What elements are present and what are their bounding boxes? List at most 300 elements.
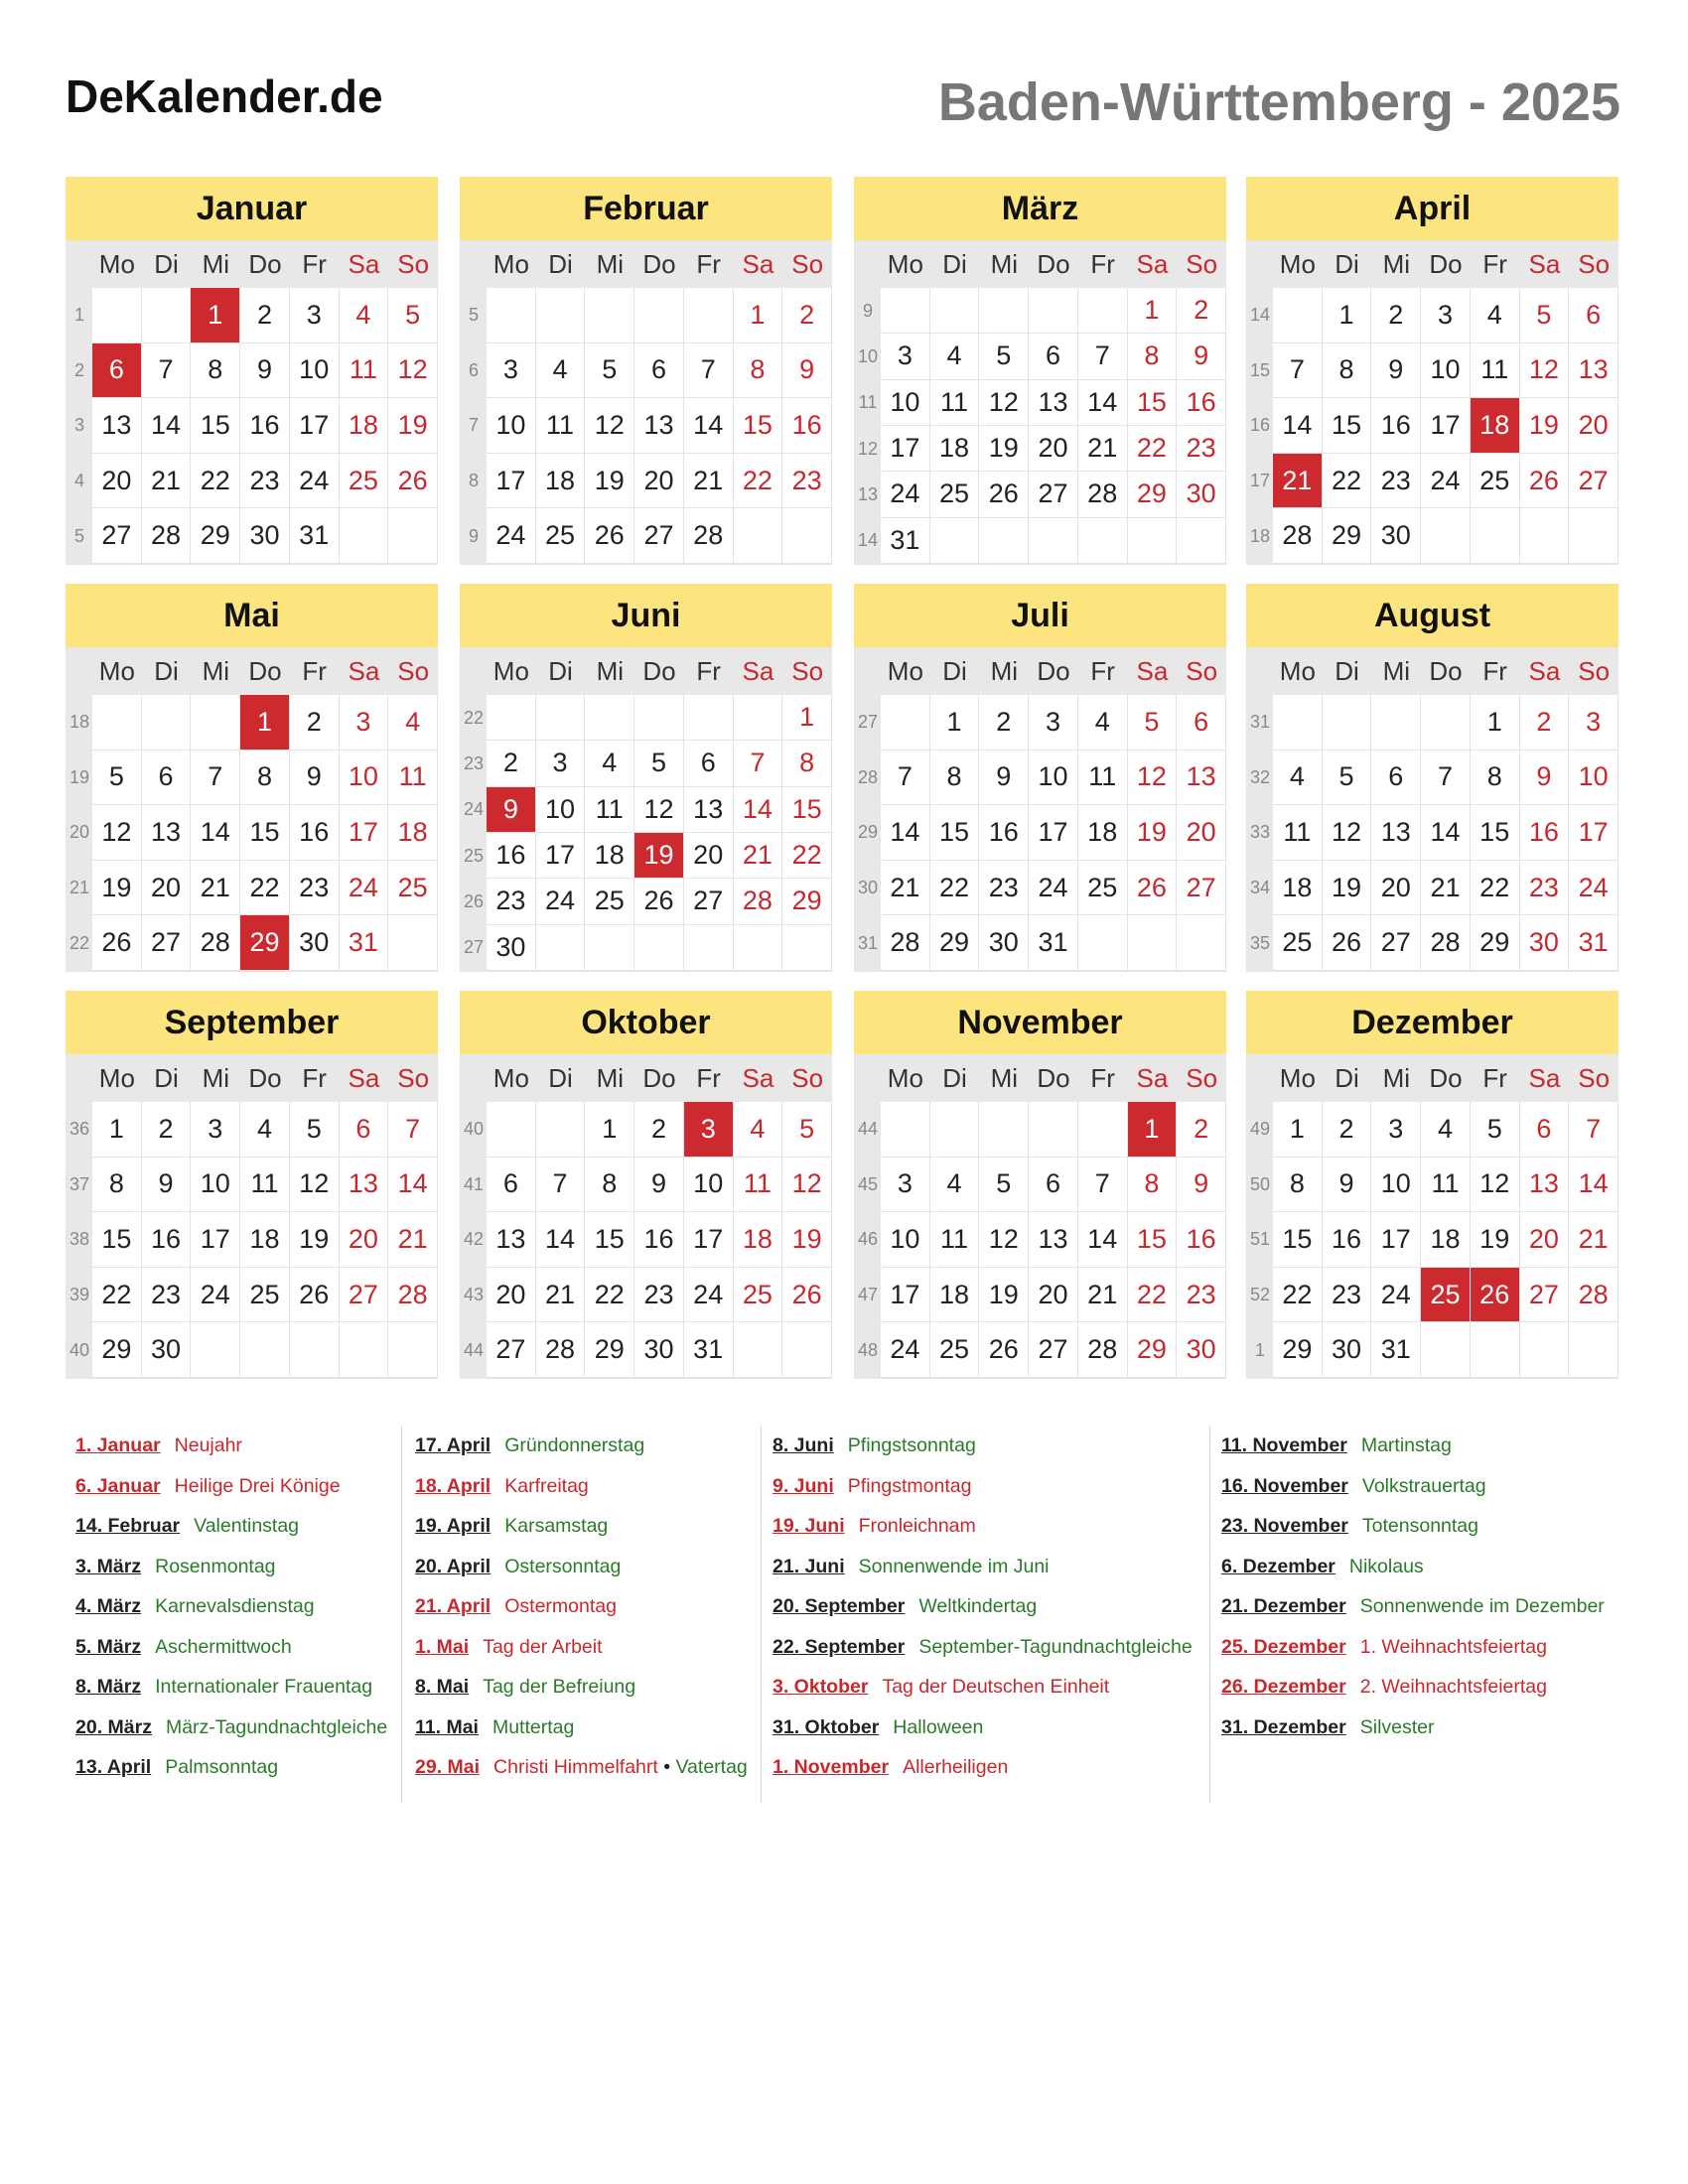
day-cell: 2 — [290, 695, 340, 751]
legend-entry — [415, 1506, 748, 1547]
day-cell: 1 — [1128, 288, 1178, 334]
week-number-header — [855, 647, 881, 695]
day-cell: 17 — [191, 1212, 240, 1268]
day-cell: 29 — [782, 879, 832, 924]
legend-date: 19. Juni — [773, 1515, 845, 1537]
legend-holiday-label: Weltkindertag — [918, 1595, 1038, 1617]
legend-entry — [1221, 1506, 1605, 1547]
empty-day-cell — [782, 508, 832, 564]
week-number: 9 — [855, 288, 881, 334]
empty-day-cell — [290, 1322, 340, 1378]
day-cell: 14 — [684, 398, 734, 454]
day-cell: 9 — [1371, 343, 1421, 399]
legend-date: 8. Mai — [415, 1676, 470, 1698]
legend-date: 4. März — [75, 1595, 142, 1617]
day-cell: 16 — [634, 1212, 684, 1268]
day-cell: 9 — [634, 1158, 684, 1213]
day-cell: 28 — [1569, 1268, 1618, 1323]
day-cell: 2 — [782, 288, 832, 343]
week-number: 5 — [67, 508, 92, 564]
day-cell: 8 — [930, 751, 980, 806]
week-number: 10 — [855, 334, 881, 379]
day-cell: 30 — [634, 1322, 684, 1378]
legend-date: 3. März — [75, 1555, 142, 1577]
legend-date: 8. Juni — [773, 1434, 834, 1456]
legend-entry — [1221, 1586, 1605, 1627]
day-cell: 24 — [684, 1268, 734, 1323]
day-cell: 12 — [979, 1212, 1029, 1268]
day-cell: 22 — [734, 454, 783, 509]
day-cell: 13 — [684, 787, 734, 833]
weekday-header: Sa — [734, 1054, 783, 1102]
week-number: 50 — [1247, 1158, 1273, 1213]
month-oktober — [460, 991, 832, 1378]
day-cell: 2 — [1323, 1102, 1372, 1158]
day-cell: 29 — [191, 508, 240, 564]
day-cell: 26 — [585, 508, 634, 564]
legend-entry — [1221, 1707, 1605, 1748]
day-cell: 11 — [240, 1158, 290, 1213]
day-cell: 23 — [1520, 861, 1570, 916]
day-cell: 4 — [388, 695, 438, 751]
day-cell: 4 — [1471, 288, 1520, 343]
day-cell: 28 — [142, 508, 192, 564]
day-cell: 19 — [388, 398, 438, 454]
day-cell: 24 — [487, 508, 536, 564]
day-cell: 12 — [1520, 343, 1570, 399]
legend-holiday-name — [848, 1466, 972, 1507]
legend-divider — [1209, 1426, 1210, 1803]
day-cell: 5 — [1128, 695, 1178, 751]
weekday-header: Di — [930, 647, 980, 695]
day-cell: 22 — [782, 833, 832, 879]
day-cell: 10 — [191, 1158, 240, 1213]
empty-day-cell — [734, 925, 783, 971]
day-cell: 3 — [290, 288, 340, 343]
legend-holiday-label: Silvester — [1359, 1715, 1435, 1738]
day-cell: 11 — [930, 1212, 980, 1268]
day-cell: 18 — [930, 1268, 980, 1323]
weekday-header: Mi — [585, 240, 634, 288]
legend-holiday-name — [504, 1547, 621, 1587]
weekday-header: Mo — [881, 647, 930, 695]
weekday-header: Fr — [684, 240, 734, 288]
day-cell: 8 — [240, 751, 290, 806]
legend-holiday-label: Karsamstag — [504, 1515, 609, 1537]
day-cell: 7 — [142, 343, 192, 399]
day-cell: 17 — [1029, 805, 1078, 861]
legend-holiday-name — [918, 1586, 1037, 1627]
day-cell: 7 — [1078, 1158, 1128, 1213]
weekday-header: Sa — [1520, 1054, 1570, 1102]
week-number: 16 — [1247, 398, 1273, 454]
legend-date: 16. November — [1221, 1474, 1348, 1497]
day-cell: 4 — [1421, 1102, 1471, 1158]
day-cell: 7 — [1078, 334, 1128, 379]
day-cell: 15 — [1128, 380, 1178, 426]
empty-day-cell — [1078, 915, 1128, 971]
legend-holiday-name — [1360, 1586, 1605, 1627]
day-cell: 10 — [881, 380, 930, 426]
day-cell: 28 — [734, 879, 783, 924]
day-cell: 11 — [388, 751, 438, 806]
empty-day-cell — [92, 288, 142, 343]
week-number: 27 — [461, 925, 487, 971]
empty-day-cell — [142, 695, 192, 751]
legend-holiday-name — [504, 1586, 617, 1627]
week-number: 47 — [855, 1268, 881, 1323]
legend-date: 5. März — [75, 1635, 142, 1658]
day-cell: 8 — [585, 1158, 634, 1213]
legend-holiday-label: Sonnenwende im Dezember — [1359, 1595, 1605, 1617]
day-cell: 12 — [388, 343, 438, 399]
day-cell: 26 — [92, 915, 142, 971]
day-cell: 12 — [92, 805, 142, 861]
day-cell: 4 — [930, 1158, 980, 1213]
day-cell: 11 — [930, 380, 980, 426]
day-cell: 12 — [1323, 805, 1372, 861]
legend-separator: • — [663, 1756, 671, 1778]
legend-holiday-name — [504, 1466, 589, 1507]
day-cell: 13 — [634, 398, 684, 454]
day-cell: 13 — [340, 1158, 389, 1213]
week-number-header — [1247, 647, 1273, 695]
day-cell: 24 — [1029, 861, 1078, 916]
legend-holiday-name — [492, 1707, 574, 1748]
day-cell: 16 — [240, 398, 290, 454]
legend-date: 20. September — [773, 1595, 906, 1617]
day-cell: 5 — [290, 1102, 340, 1158]
empty-day-cell — [1569, 1322, 1618, 1378]
day-cell: 11 — [1421, 1158, 1471, 1213]
empty-day-cell — [979, 288, 1029, 334]
month-september — [66, 991, 438, 1378]
weekday-header: Do — [240, 647, 290, 695]
empty-day-cell — [536, 925, 586, 971]
day-cell: 6 — [1371, 751, 1421, 806]
day-cell: 30 — [142, 1322, 192, 1378]
legend-holiday-label: Palmsonntag — [165, 1756, 279, 1778]
day-cell: 21 — [191, 861, 240, 916]
day-cell: 16 — [1371, 398, 1421, 454]
week-number: 31 — [1247, 695, 1273, 751]
day-cell: 19 — [290, 1212, 340, 1268]
legend-holiday-name — [859, 1547, 1050, 1587]
weekday-header: Do — [1029, 647, 1078, 695]
weekday-header: Mi — [1371, 647, 1421, 695]
day-cell: 3 — [881, 334, 930, 379]
weekday-header: So — [782, 240, 832, 288]
weekday-header: Do — [240, 240, 290, 288]
weekday-header: So — [1177, 647, 1226, 695]
weekday-header: Do — [1029, 240, 1078, 288]
day-cell: 22 — [1471, 861, 1520, 916]
day-cell: 10 — [1371, 1158, 1421, 1213]
legend-date: 29. Mai — [415, 1756, 481, 1778]
week-number-header — [67, 240, 92, 288]
month-title: November — [854, 991, 1226, 1054]
day-cell: 30 — [1177, 1322, 1226, 1378]
empty-day-cell — [487, 695, 536, 741]
legend-holiday-label: Tag der Arbeit — [483, 1635, 603, 1658]
day-cell: 1 — [585, 1102, 634, 1158]
legend-date: 1. Januar — [75, 1434, 161, 1456]
day-cell: 10 — [340, 751, 389, 806]
day-cell: 1 — [1471, 695, 1520, 751]
weekday-header: Fr — [684, 1054, 734, 1102]
day-cell: 31 — [1371, 1322, 1421, 1378]
holiday-day-cell: 6 — [92, 343, 142, 399]
empty-day-cell — [1520, 508, 1570, 564]
weekday-header: Mo — [881, 1054, 930, 1102]
legend-divider — [401, 1426, 402, 1803]
day-cell: 15 — [191, 398, 240, 454]
weekday-header: Fr — [1471, 1054, 1520, 1102]
legend-entry — [75, 1586, 387, 1627]
legend-holiday-label: 1. Weihnachtsfeiertag — [1359, 1635, 1547, 1658]
weekday-header: Sa — [1520, 647, 1570, 695]
empty-day-cell — [930, 518, 980, 564]
month-title: September — [66, 991, 438, 1054]
day-cell: 5 — [634, 741, 684, 786]
legend-entry — [773, 1667, 1193, 1707]
legend-holiday-label: Valentinstag — [194, 1515, 300, 1537]
day-cell: 7 — [191, 751, 240, 806]
month-februar — [460, 177, 832, 564]
day-cell: 3 — [1569, 695, 1618, 751]
day-cell: 16 — [782, 398, 832, 454]
legend-holiday-name — [155, 1667, 372, 1707]
day-cell: 22 — [240, 861, 290, 916]
week-number: 15 — [1247, 343, 1273, 399]
legend-date: 9. Juni — [773, 1474, 834, 1497]
week-number: 12 — [855, 426, 881, 472]
legend-entry — [75, 1547, 387, 1587]
day-cell: 16 — [979, 805, 1029, 861]
legend-date: 17. April — [415, 1434, 492, 1456]
empty-day-cell — [1520, 1322, 1570, 1378]
day-cell: 28 — [536, 1322, 586, 1378]
day-cell: 20 — [1029, 1268, 1078, 1323]
week-number: 18 — [1247, 508, 1273, 564]
month-januar — [66, 177, 438, 564]
empty-day-cell — [734, 1322, 783, 1378]
legend-holiday-name — [1362, 1506, 1478, 1547]
day-cell: 4 — [240, 1102, 290, 1158]
day-cell: 19 — [1520, 398, 1570, 454]
day-cell: 12 — [979, 380, 1029, 426]
empty-day-cell — [1421, 508, 1471, 564]
empty-day-cell — [634, 695, 684, 741]
empty-day-cell — [142, 288, 192, 343]
day-cell: 11 — [734, 1158, 783, 1213]
day-cell: 26 — [1520, 454, 1570, 509]
legend-date: 1. Mai — [415, 1635, 470, 1658]
day-cell: 6 — [684, 741, 734, 786]
day-cell: 24 — [536, 879, 586, 924]
legend-holiday-name — [848, 1426, 976, 1466]
empty-day-cell — [1421, 695, 1471, 751]
day-cell: 27 — [340, 1268, 389, 1323]
weekday-header: Fr — [684, 647, 734, 695]
legend-date: 20. März — [75, 1715, 152, 1738]
week-number: 45 — [855, 1158, 881, 1213]
day-cell: 8 — [1273, 1158, 1323, 1213]
day-cell: 16 — [1177, 380, 1226, 426]
week-number: 4 — [67, 454, 92, 509]
day-cell: 2 — [1371, 288, 1421, 343]
day-cell: 30 — [487, 925, 536, 971]
weekday-header: Do — [1421, 1054, 1471, 1102]
week-number: 42 — [461, 1212, 487, 1268]
legend-entry — [1221, 1466, 1605, 1507]
month-days-grid — [460, 647, 832, 972]
day-cell: 2 — [1177, 1102, 1226, 1158]
weekday-header: Fr — [1471, 240, 1520, 288]
holiday-day-cell: 21 — [1273, 454, 1323, 509]
empty-day-cell — [340, 508, 389, 564]
day-cell: 25 — [1273, 915, 1323, 971]
day-cell: 8 — [1128, 334, 1178, 379]
week-number: 25 — [461, 833, 487, 879]
week-number: 44 — [461, 1322, 487, 1378]
week-number: 33 — [1247, 805, 1273, 861]
legend-holiday-label: Karnevalsdienstag — [155, 1595, 315, 1617]
day-cell: 22 — [1273, 1268, 1323, 1323]
week-number: 34 — [1247, 861, 1273, 916]
day-cell: 25 — [930, 472, 980, 517]
day-cell: 6 — [1029, 334, 1078, 379]
weekday-header: Fr — [1078, 647, 1128, 695]
day-cell: 12 — [782, 1158, 832, 1213]
month-juli — [854, 584, 1226, 971]
legend-entry — [773, 1707, 1193, 1748]
legend-date: 21. April — [415, 1595, 492, 1617]
legend-entry — [415, 1547, 748, 1587]
day-cell: 10 — [487, 398, 536, 454]
weekday-header: Mi — [979, 240, 1029, 288]
day-cell: 21 — [1078, 426, 1128, 472]
weekday-header: Do — [1421, 240, 1471, 288]
day-cell: 24 — [191, 1268, 240, 1323]
legend-holiday-name — [194, 1506, 299, 1547]
legend-holiday-label: Karfreitag — [504, 1474, 589, 1497]
day-cell: 19 — [1471, 1212, 1520, 1268]
day-cell: 1 — [734, 288, 783, 343]
day-cell: 27 — [1029, 1322, 1078, 1378]
legend-date: 18. April — [415, 1474, 492, 1497]
day-cell: 19 — [979, 426, 1029, 472]
day-cell: 9 — [142, 1158, 192, 1213]
day-cell: 16 — [1323, 1212, 1372, 1268]
empty-day-cell — [536, 288, 586, 343]
day-cell: 28 — [1078, 1322, 1128, 1378]
day-cell: 6 — [340, 1102, 389, 1158]
holiday-legend — [66, 1426, 1626, 1813]
legend-holiday-label: Nikolaus — [1348, 1555, 1424, 1577]
legend-holiday-label: Volkstrauertag — [1361, 1474, 1486, 1497]
legend-entry — [773, 1466, 1193, 1507]
empty-day-cell — [782, 925, 832, 971]
month-days-grid — [1246, 240, 1618, 565]
legend-entry — [1221, 1667, 1605, 1707]
holiday-day-cell: 18 — [1471, 398, 1520, 454]
day-cell: 15 — [1323, 398, 1372, 454]
legend-holiday-name — [155, 1547, 275, 1587]
month-days-grid — [460, 1054, 832, 1379]
weekday-header: So — [388, 1054, 438, 1102]
empty-day-cell — [388, 915, 438, 971]
day-cell: 27 — [634, 508, 684, 564]
legend-holiday-label: Tag der Befreiung — [483, 1676, 636, 1698]
weekday-header: Mi — [585, 1054, 634, 1102]
empty-day-cell — [585, 695, 634, 741]
empty-day-cell — [684, 288, 734, 343]
weekday-header: Sa — [340, 1054, 389, 1102]
day-cell: 9 — [979, 751, 1029, 806]
week-number: 40 — [461, 1102, 487, 1158]
day-cell: 19 — [92, 861, 142, 916]
day-cell: 29 — [1471, 915, 1520, 971]
legend-holiday-label: Fronleichnam — [858, 1515, 976, 1537]
weekday-header: Fr — [290, 240, 340, 288]
day-cell: 10 — [684, 1158, 734, 1213]
day-cell: 25 — [1078, 861, 1128, 916]
legend-entry — [1221, 1426, 1605, 1466]
day-cell: 17 — [487, 454, 536, 509]
day-cell: 22 — [1128, 426, 1178, 472]
day-cell: 8 — [1128, 1158, 1178, 1213]
month-days-grid — [1246, 647, 1618, 972]
day-cell: 25 — [388, 861, 438, 916]
day-cell: 5 — [782, 1102, 832, 1158]
legend-entry — [415, 1667, 748, 1707]
day-cell: 10 — [290, 343, 340, 399]
week-number: 8 — [461, 454, 487, 509]
day-cell: 13 — [1569, 343, 1618, 399]
legend-date: 20. April — [415, 1555, 492, 1577]
week-number-header — [461, 647, 487, 695]
day-cell: 31 — [684, 1322, 734, 1378]
day-cell: 4 — [536, 343, 586, 399]
empty-day-cell — [487, 1102, 536, 1158]
empty-day-cell — [684, 695, 734, 741]
day-cell: 6 — [487, 1158, 536, 1213]
day-cell: 1 — [782, 695, 832, 741]
holiday-day-cell: 25 — [1421, 1268, 1471, 1323]
weekday-header: So — [388, 647, 438, 695]
weekday-header: Di — [1323, 647, 1372, 695]
legend-holiday-name — [166, 1707, 387, 1748]
month-november — [854, 991, 1226, 1378]
weekday-header: Sa — [734, 240, 783, 288]
legend-entry — [415, 1627, 748, 1668]
day-cell: 13 — [487, 1212, 536, 1268]
day-cell: 1 — [1323, 288, 1372, 343]
weekday-header: So — [1569, 240, 1618, 288]
weekday-header: So — [1177, 240, 1226, 288]
day-cell: 6 — [1177, 695, 1226, 751]
day-cell: 18 — [1421, 1212, 1471, 1268]
day-cell: 27 — [1371, 915, 1421, 971]
day-cell: 10 — [1421, 343, 1471, 399]
day-cell: 11 — [585, 787, 634, 833]
empty-day-cell — [881, 288, 930, 334]
week-number-header — [855, 1054, 881, 1102]
legend-holiday-name — [165, 1747, 278, 1788]
empty-day-cell — [1471, 508, 1520, 564]
day-cell: 15 — [782, 787, 832, 833]
